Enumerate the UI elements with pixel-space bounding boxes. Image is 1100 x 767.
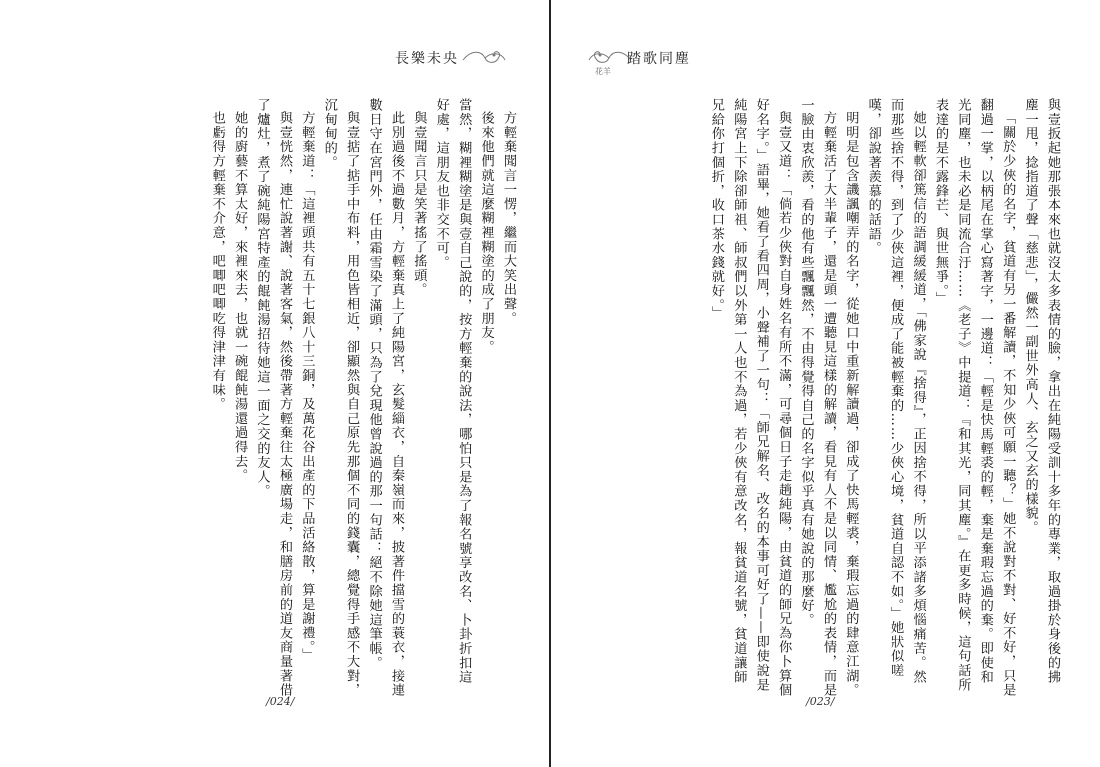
right-page-header [581, 40, 731, 76]
left-page-header [395, 40, 545, 72]
flourish-ornament-icon [461, 46, 507, 68]
paragraph: 與壹掂了掂手中布料，用色皆相近，卻顯然與自己原先那個不同的錢囊，總覺得手感不大對，沉甸甸的。 [321, 98, 360, 698]
paragraph: 與壹聞言只是笑著搖了搖頭。 [411, 111, 427, 298]
left-header-title: 長樂未央 [395, 51, 459, 67]
left-page [0, 0, 549, 767]
paragraph: 當然，糊裡糊塗是與壹自己說的，按方輕棄的說法，哪怕只是為了報名號享改名、卜卦折扣這好處，這朋友也非交不可。 [433, 98, 472, 685]
paragraph: 也虧得方輕棄不介意，吧唧吧唧吃得津津有味。 [209, 111, 225, 412]
right-header-title: 踏歌同塵 [627, 51, 691, 67]
paragraph: 與壹恍然，連忙說著謝、說著客氣，然後帶著方輕棄往太極廣場走，和膳房前的道友商量著借了爐灶，煮了碗純陽宮特產的餛飩湯招待她這一面之交的友人。 [254, 98, 292, 698]
paragraph: 後來他們就這麼糊裡糊塗的成了朋友。 [478, 111, 494, 355]
paragraph: 方輕棄道：「這裡頭共有五十七銀八十三銅，及萬花谷出產的下品活絡散，算是謝禮。」 [299, 111, 315, 663]
left-page-number: /024/ [266, 695, 295, 708]
paragraph: 與壹扳起她那張本來也就沒太多表情的臉，拿出在純陽受訓十多年的專業，取過掛於身後的拂塵一甩，捻指道了聲「慈悲」，儼然一副世外高人、玄之又玄的樣貌。 [1022, 98, 1060, 685]
paragraph: 明明是包含譏諷嘲弄的名字，從她口中重新解讀過，卻成了快馬輕裘，棄瑕忘過的肆意江湖。 [843, 111, 859, 698]
paragraph: 「關於少俠的名字，貧道有另一番解讀，不知少俠可願一聽？」她不說對不對、好不好，只是翻過一掌，以柄尾在掌心寫著字，一邊道：「輕是快馬輕裘的輕，棄是棄瑕忘過的棄。即使和光同塵，也未必是同流合汙……《老子》中提道：『和其光，同其塵。』在更多時候，這句話所表達的是不露鋒芒、與世無爭。」 [932, 98, 1016, 698]
right-page-number: /023/ [806, 695, 835, 708]
right-page [551, 0, 1100, 767]
paragraph: 方輕棄活了大半輩子，還是頭一遭聽見這樣的解讀，看見有人不是以同情、尷尬的表情，而是一臉由衷欣羨，看的他有些飄飄然，不由得覺得自己的名字似乎真有她說的那麼好。 [798, 98, 836, 698]
paragraph: 方輕棄聞言一愣，繼而大笑出聲。 [501, 111, 516, 326]
paragraph: 此別過後不過數月，方輕棄真上了純陽宮，玄髮緇衣，自秦嶺而來，披著件擋雪的蓑衣，接連數日守在宮門外，任由霜雪染了滿頭，只為了兌現他曾說過的那一句話：絕不除她這筆帳。 [366, 98, 404, 698]
right-header-subtitle: 花羊 [595, 67, 611, 76]
paragraph: 與壹又道：「倘若少俠對自身姓名有所不滿，可尋個日子走趟純陽，由貧道的師兄為你卜算個好名字。」語畢，她看了看四周，小聲補了一句：「師兄解名、改名的本事可好了——即使說是純陽宮上下除卻師祖、師叔們以外第一人也不為過，若少俠有意改名，報貧道名號，貧道讓師兄給你打個折，收口茶水錢就好。」 [708, 98, 792, 698]
left-body-text [49, 98, 519, 698]
paragraph: 她以輕軟卻篤信的語調緩緩道，「佛家說『捨得』，正因捨不得，所以平添諸多煩惱痛苦。然而那些捨不得，到了少俠這裡，便成了能被輕棄的……少俠心境，貧道自認不如。」她狀似嗟嘆，卻說著羨慕的話語。 [865, 98, 926, 685]
paragraph: 她的廚藝不算太好，來裡來去，也就一碗餛飩湯還過得去。 [232, 111, 248, 483]
right-body-text [593, 98, 1063, 698]
